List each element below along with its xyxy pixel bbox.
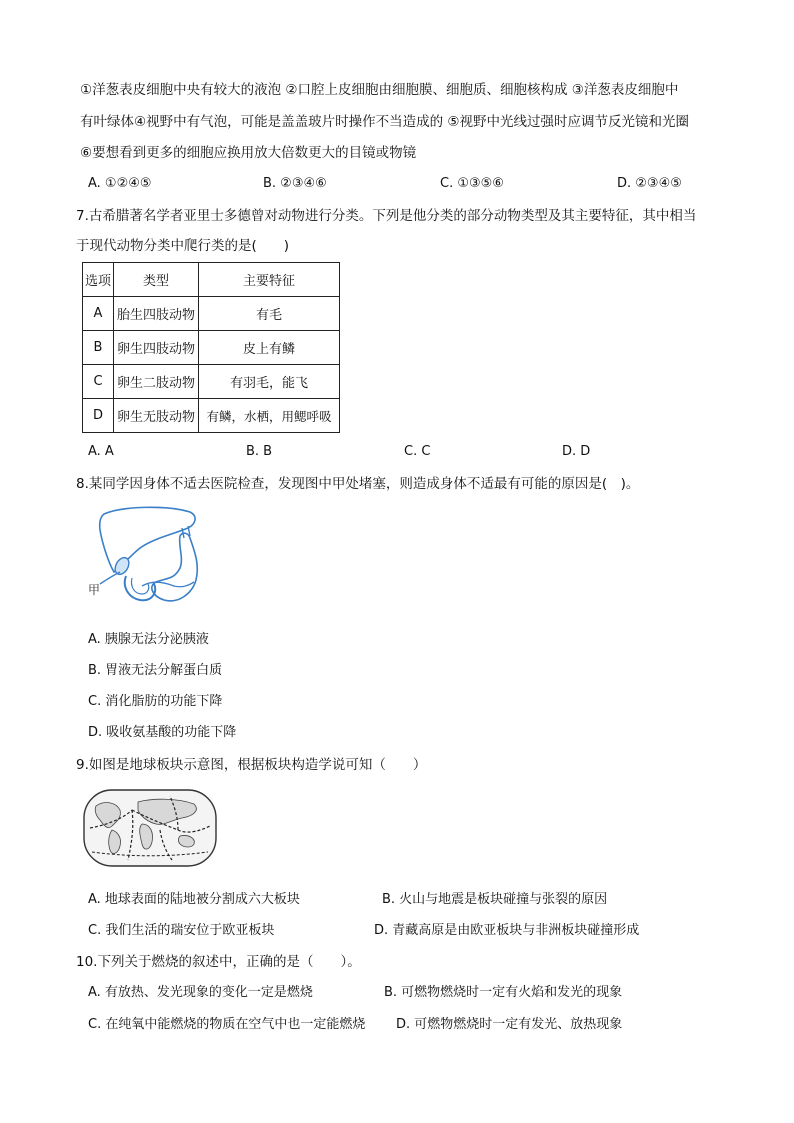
table-cell: A [83, 297, 114, 331]
q9-option-a: A. 地球表面的陆地被分割成六大板块 [88, 892, 300, 907]
figure-label-jia: 甲 [88, 583, 101, 597]
q10-option-c: C. 在纯氧中能燃烧的物质在空气中也一定能燃烧 [88, 1017, 366, 1032]
tectonic-plates-map [82, 786, 218, 870]
table-row [83, 297, 340, 331]
q6-line-1: ①洋葱表皮细胞中央有较大的液泡 ②口腔上皮细胞由细胞膜、细胞质、细胞核构成 ③洋葱表皮细胞中 [80, 82, 679, 98]
table-header-cell: 选项 [83, 263, 114, 297]
digestive-organs-figure [82, 502, 212, 612]
table-cell: 胎生四肢动物 [114, 297, 199, 331]
q10-stem: 10.下列关于燃烧的叙述中，正确的是（ ）。 [76, 954, 361, 970]
q9-option-c: C. 我们生活的瑞安位于欧亚板块 [88, 923, 275, 938]
q8-option-a: A. 胰腺无法分泌胰液 [88, 632, 209, 647]
q8-option-b: B. 胃液无法分解蛋白质 [88, 663, 223, 678]
q9-option-b: B. 火山与地震是板块碰撞与张裂的原因 [382, 892, 608, 907]
table-row [83, 365, 340, 399]
table-cell: C [83, 365, 114, 399]
q10-option-a: A. 有放热、发光现象的变化一定是燃烧 [88, 985, 313, 1000]
q8-stem: 8.某同学因身体不适去医院检查，发现图中甲处堵塞，则造成身体不适最有可能的原因是( )。 [76, 476, 640, 492]
table-cell: D [83, 399, 114, 433]
table-row [83, 331, 340, 365]
q6-option-a: A. ①②④⑤ [88, 176, 152, 191]
table-cell: 卵生四肢动物 [114, 331, 199, 365]
q6-option-b: B. ②③④⑥ [263, 176, 327, 191]
q8-option-d: D. 吸收氨基酸的功能下降 [88, 725, 237, 740]
table-header-cell: 类型 [114, 263, 199, 297]
q6-option-c: C. ①③⑤⑥ [440, 176, 504, 191]
q7-stem-line-1: 7.古希腊著名学者亚里士多德曾对动物进行分类。下列是他分类的部分动物类型及其主要特征，其中相当 [76, 208, 697, 224]
q10-option-b: B. 可燃物燃烧时一定有火焰和发光的现象 [384, 985, 623, 1000]
q7-option-c: C. C [404, 444, 431, 459]
q7-stem-line-2: 于现代动物分类中爬行类的是( ) [76, 238, 290, 254]
table-cell: 皮上有鳞 [199, 331, 340, 365]
q7-option-b: B. B [246, 444, 273, 459]
table-row [83, 399, 340, 433]
q7-option-d: D. D [562, 444, 591, 459]
q9-option-d: D. 青藏高原是由欧亚板块与非洲板块碰撞形成 [374, 923, 640, 938]
table-cell: 有毛 [199, 297, 340, 331]
table-cell: 卵生二肢动物 [114, 365, 199, 399]
table-cell: B [83, 331, 114, 365]
q9-stem: 9.如图是地球板块示意图，根据板块构造学说可知（ ） [76, 757, 427, 773]
q7-option-a: A. A [88, 444, 114, 459]
table-cell: 有鳞，水栖，用鳃呼吸 [199, 399, 340, 433]
q6-option-d: D. ②③④⑤ [617, 176, 682, 191]
q6-line-3: ⑥要想看到更多的细胞应换用放大倍数更大的目镜或物镜 [80, 145, 417, 161]
classification-table [82, 262, 340, 433]
table-cell: 有羽毛，能飞 [199, 365, 340, 399]
table-cell: 卵生无肢动物 [114, 399, 199, 433]
q6-line-2: 有叶绿体④视野中有气泡，可能是盖盖玻片时操作不当造成的 ⑤视野中光线过强时应调节反光镜和光圈 [80, 114, 689, 130]
table-header-cell: 主要特征 [199, 263, 340, 297]
table-header-row [83, 263, 340, 297]
q10-option-d: D. 可燃物燃烧时一定有发光、放热现象 [396, 1017, 623, 1032]
q8-option-c: C. 消化脂肪的功能下降 [88, 694, 223, 709]
